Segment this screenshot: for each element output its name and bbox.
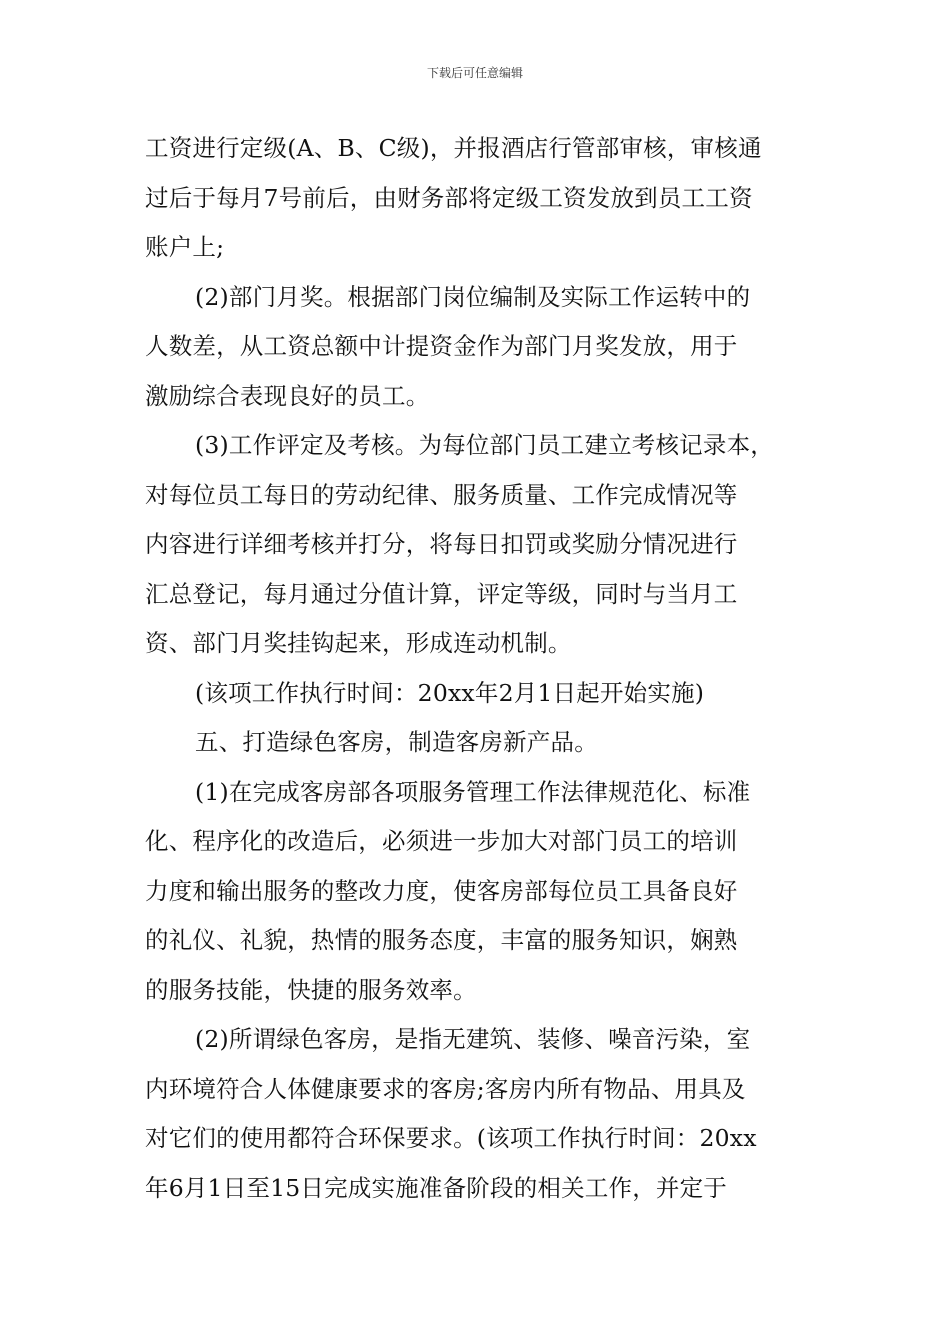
text-line: 账户上; bbox=[145, 233, 225, 261]
text-line: 过后于每月7号前后，由财务部将定级工资发放到员工工资 bbox=[145, 183, 753, 212]
text-line: 对它们的使用都符合环保要求。(该项工作执行时间：20xx bbox=[145, 1124, 757, 1152]
text-line: 年6月1日至15日完成实施准备阶段的相关工作，并定于 bbox=[145, 1173, 728, 1202]
text-line: (该项工作执行时间：20xx年2月1日起开始实施) bbox=[195, 678, 705, 707]
document-body bbox=[145, 124, 810, 1213]
text-line: 内环境符合人体健康要求的客房;客房内所有物品、用具及 bbox=[145, 1074, 746, 1103]
text-line: 五、打造绿色客房，制造客房新产品。 bbox=[195, 728, 598, 756]
header-text: 下载后可任意编辑 bbox=[426, 66, 523, 80]
text-line: 内容进行详细考核并打分，将每日扣罚或奖励分情况进行 bbox=[145, 530, 738, 558]
text-line: 力度和输出服务的整改力度，使客房部每位员工具备良好 bbox=[145, 876, 738, 905]
text-line: 资、部门月奖挂钩起来，形成连动机制。 bbox=[145, 629, 572, 657]
text-line: 汇总登记，每月通过分值计算，评定等级，同时与当月工 bbox=[145, 579, 738, 608]
text-line: 对每位员工每日的劳动纪律、服务质量、工作完成情况等 bbox=[145, 480, 738, 509]
text-line: 化、程序化的改造后，必须进一步加大对部门员工的培训 bbox=[145, 827, 738, 855]
text-line: (1)在完成客房部各项服务管理工作法律规范化、标准 bbox=[195, 777, 751, 806]
page-header bbox=[0, 64, 950, 82]
text-line: 的服务技能，快捷的服务效率。 bbox=[145, 975, 477, 1004]
text-line: (3)工作评定及考核。为每位部门员工建立考核记录本， bbox=[195, 431, 774, 459]
text-line: 人数差，从工资总额中计提资金作为部门月奖发放，用于 bbox=[145, 332, 738, 360]
text-line: (2)部门月奖。根据部门岗位编制及实际工作运转中的 bbox=[195, 282, 751, 311]
text-line: 工资进行定级(A、B、C级)，并报酒店行管部审核，审核通 bbox=[145, 134, 762, 162]
text-line: 激励综合表现良好的员工。 bbox=[145, 381, 430, 410]
text-line: 的礼仪、礼貌，热情的服务态度，丰富的服务知识，娴熟 bbox=[145, 926, 738, 954]
text-line: (2)所谓绿色客房，是指无建筑、装修、噪音污染，室 bbox=[195, 1025, 751, 1053]
